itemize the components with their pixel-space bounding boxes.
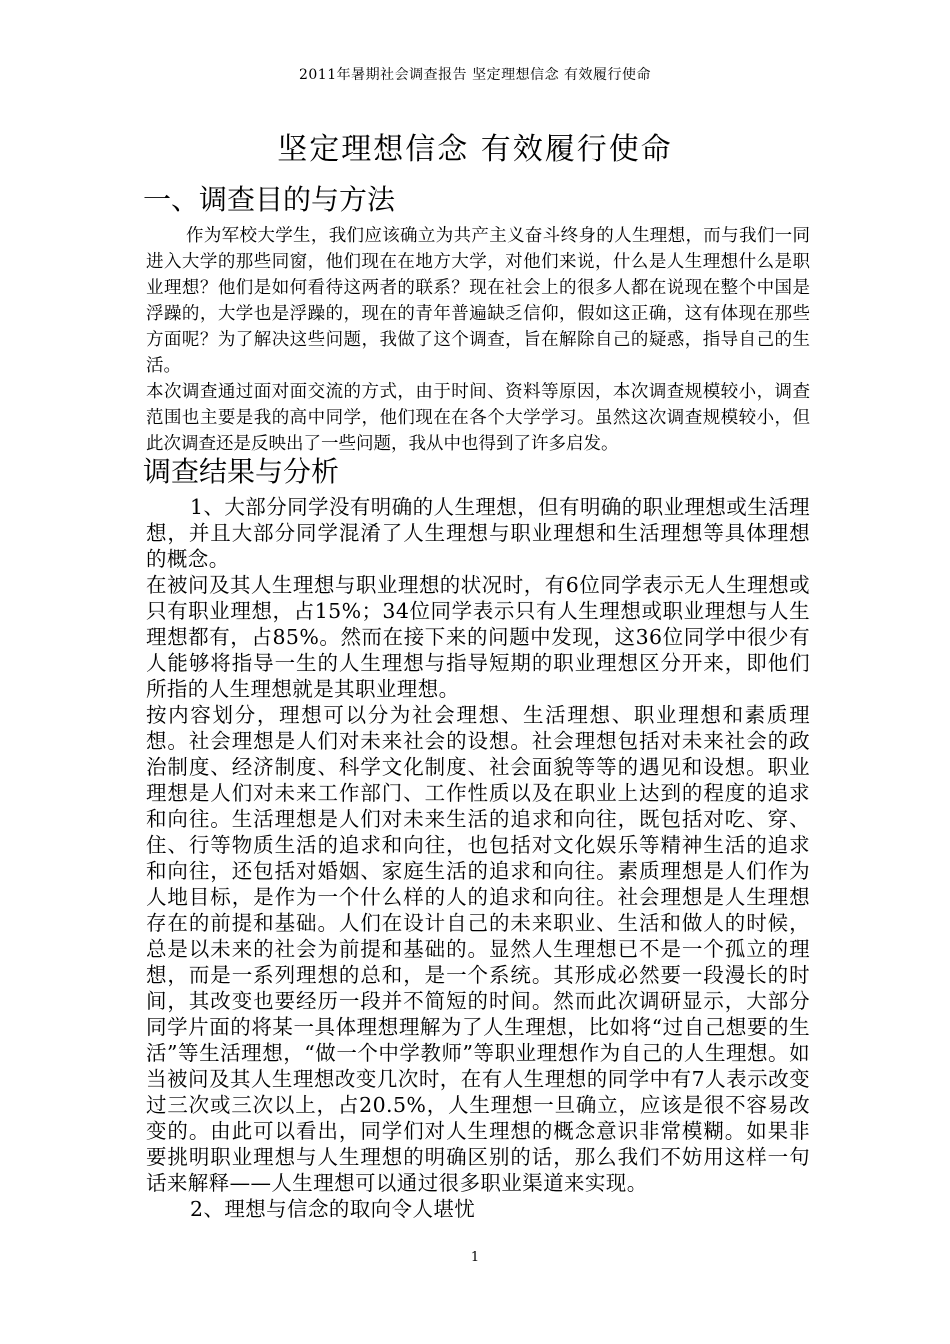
document-title: 坚定理想信念 有效履行使命 bbox=[277, 132, 673, 167]
section-heading-purpose-method: 一、调查目的与方法 bbox=[143, 183, 396, 216]
running-header: 2011年暑期社会调查报告 坚定理想信念 有效履行使命 bbox=[298, 67, 652, 83]
paragraph: 按内容划分，理想可以分为社会理想、生活理想、职业理想和素质理想。社会理想是人们对未来社会的设想。社会理想包括对未来社会的政治制度、经济制度、科学文化制度、社会面貌等等的遇见和设想。职业理想是人们对未来工作部门、工作性质以及在职业上达到的程度的追求和向往。生活理想是人们对未来生活的追求和向往，既包括对吃、穿、住、行等物质生活的追求和向往，也包括对文化娱乐等精神生活的追求和向往，还包括对婚姻、家庭生活的追求和向往。素质理想是人们作为人地目标，是作为一个什么样的人的追求和向往。社会理想是人生理想存在的前提和基础。人们在设计自己的未来职业、生活和做人的时候，总是以未来的社会为前提和基础的。显然人生理想已不是一个孤立的理想，而是一系列理想的总和，是一个系统。其形成必然要一段漫长的时间，其改变也要经历一段并不简短的时间。然而此次调研显示，大部分同学片面的将某一具体理想理解为了人生理想，比如将“过自己想要的生活”等生活理想，“做一个中学教师”等职业理想作为自己的人生理想。如当被问及其人生理想改变几次时，在有人生理想的同学中有7人表示改变过三次或三次以上，占20.5%，人生理想一旦确立，应该是很不容易改变的。由此可以看出，同学们对人生理想的概念意识非常模糊。如果非要挑明职业理想与人生理想的明确区别的话，那么我们不妨用这样一句话来解释——人生理想可以通过很多职业渠道来实现。 bbox=[146, 703, 810, 1195]
page-number: 1 bbox=[470, 1250, 480, 1265]
paragraph: 本次调查通过面对面交流的方式，由于时间、资料等原因，本次调查规模较小，调查范围也主要是我的高中同学，他们现在在各个大学学习。虽然这次调查规模较小，但此次调查还是反映出了一些问题，我从中也得到了许多启发。 bbox=[146, 382, 810, 454]
paragraph: 在被问及其人生理想与职业理想的状况时，有6位同学表示无人生理想或只有职业理想，占15%；34位同学表示只有人生理想或职业理想与人生理想都有，占85%。然而在接下来的问题中发现，这36位同学中很少有人能够将指导一生的人生理想与指导短期的职业理想区分开来，即他们所指的人生理想就是其职业理想。 bbox=[146, 573, 810, 701]
paragraph: 作为军校大学生，我们应该确立为共产主义奋斗终身的人生理想，而与我们一同进入大学的那些同窗，他们现在在地方大学，对他们来说，什么是人生理想什么是职业理想？他们是如何看待这两者的联系？现在社会上的很多人都在说现在整个中国是浮躁的，大学也是浮躁的，现在的青年普遍缺乏信仰，假如这正确，这有体现在那些方面呢？为了解决这些问题，我做了这个调查，旨在解除自己的疑惑，指导自己的生活。 bbox=[146, 226, 810, 376]
list-item-heading: 2、理想与信念的取向令人堪忧 bbox=[190, 1197, 476, 1221]
section-body-purpose-method bbox=[146, 223, 810, 457]
list-item-heading: 1、大部分同学没有明确的人生理想，但有明确的职业理想或生活理想，并且大部分同学混淆了人生理想与职业理想和生活理想等具体理想的概念。 bbox=[146, 495, 810, 571]
section-body-results-analysis bbox=[146, 494, 810, 1222]
section-heading-results-analysis: 调查结果与分析 bbox=[143, 455, 340, 488]
